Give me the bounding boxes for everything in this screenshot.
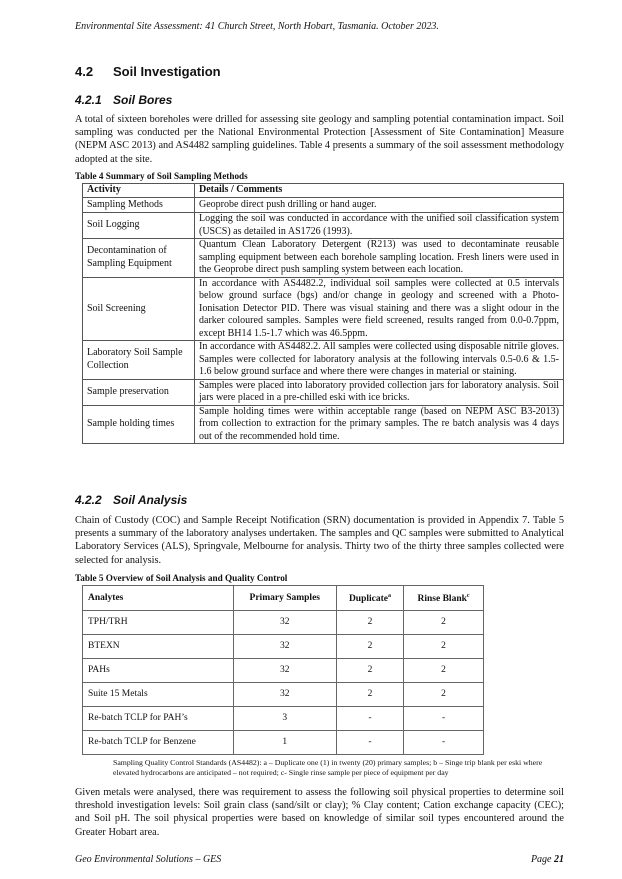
column-header: Details / Comments xyxy=(195,184,564,198)
details-cell: Logging the soil was conducted in accordance with the unified soil classification system (USCS) as detailed in AS1726 (1993). xyxy=(195,213,564,239)
table-header-row xyxy=(83,184,564,198)
soil-analysis-qc-table xyxy=(82,585,484,755)
rinse-cell: 2 xyxy=(404,659,484,683)
superscript: c xyxy=(466,593,470,600)
activity-cell: Soil Logging xyxy=(83,213,195,239)
rinse-cell: 2 xyxy=(404,611,484,635)
analyte-cell: Re-batch TCLP for Benzene xyxy=(83,731,234,755)
primary-cell: 32 xyxy=(233,659,336,683)
details-cell: Sample holding times were within acceptable range (based on NEPM ASC B3-2013) from collection to extraction for the primary samples. The re batch analysis was 4 days out of the recommended hold time. xyxy=(195,405,564,444)
column-header: Analytes xyxy=(83,586,234,611)
table-row xyxy=(83,379,564,405)
column-header: Activity xyxy=(83,184,195,198)
activity-cell: Soil Screening xyxy=(83,277,195,341)
activity-cell: Sampling Methods xyxy=(83,198,195,213)
page-header: Environmental Site Assessment: 41 Church Street, North Hobart, Tasmania. October 2023. xyxy=(75,21,439,32)
table-row xyxy=(83,213,564,239)
table-row xyxy=(83,405,564,444)
soil-sampling-methods-table xyxy=(82,183,564,444)
footer-company: Geo Environmental Solutions – GES xyxy=(75,854,222,865)
rinse-cell: 2 xyxy=(404,683,484,707)
table4-caption: Table 4 Summary of Soil Sampling Methods xyxy=(75,171,248,181)
duplicate-cell: 2 xyxy=(336,611,403,635)
analyte-cell: Suite 15 Metals xyxy=(83,683,234,707)
details-cell: In accordance with AS4482.2. All samples were collected using disposable nitrile gloves. Samples were collected for laboratory analysis at the following intervals 0.5-0.6 & 1.5-1.6 below ground surface and where there were changes in material or staining. xyxy=(195,341,564,380)
subsection-title: Soil Bores xyxy=(113,93,173,107)
duplicate-cell: 2 xyxy=(336,683,403,707)
column-header-label: Duplicate xyxy=(348,594,388,605)
details-cell: Samples were placed into laboratory provided collection jars for laboratory analysis. Soil jars were placed in a pre-chilled eski with ice bricks. xyxy=(195,379,564,405)
duplicate-cell: - xyxy=(336,707,403,731)
table-row xyxy=(83,659,484,683)
rinse-cell: 2 xyxy=(404,635,484,659)
duplicate-cell: - xyxy=(336,731,403,755)
column-header-label: Rinse Blank xyxy=(417,594,467,605)
table-row xyxy=(83,341,564,380)
analyte-cell: PAHs xyxy=(83,659,234,683)
subsection-heading-soil-bores xyxy=(75,93,172,107)
duplicate-cell: 2 xyxy=(336,659,403,683)
table-row xyxy=(83,635,484,659)
section-heading xyxy=(75,64,221,79)
table5-caption: Table 5 Overview of Soil Analysis and Quality Control xyxy=(75,573,288,583)
table-header-row xyxy=(83,586,484,611)
metals-paragraph: Given metals were analysed, there was requirement to assess the following soil physical properties to determine soil threshold investigation levels: Soil grain class (sand/silt or clay); % Clay content; Cation exchange capacity (CEC); and Soil pH. The soil physical properties were based on knowledge of similar soil types encountered around the Greater Hobart area. xyxy=(75,787,564,838)
details-cell: In accordance with AS4482.2, individual soil samples were collected at 0.5 intervals below ground surface (bgs) and/or change in geology and screened with a Photo-Ionisation Detector PID. There was visual staining and there was a slight odour in the darker coloured samples. Samples were field screened, results ranged from 0.0-0.7ppm, except BH14 1.5-1.7 which was 46.5ppm. xyxy=(195,277,564,341)
page-label: Page xyxy=(530,854,552,865)
subsection-number: 4.2.2 xyxy=(75,493,102,507)
intro-paragraph: A total of sixteen boreholes were drilled for assessing site geology and sampling potential contamination impact. Soil sampling was conducted per the National Environmental Protection [Assessment of Site Contamination] Measure (NEPM ASC 2013) and AS4482 sampling guidelines. Table 4 presents a summary of the soil assessment methodology adopted at the site. xyxy=(75,114,564,165)
superscript: a xyxy=(388,593,391,600)
primary-cell: 32 xyxy=(233,611,336,635)
table5-footnote: Sampling Quality Control Standards (AS4482): a – Duplicate one (1) in twenty (20) primary samples; b – Singe trip blank per eski where elevated hydrocarbons are anticipated – not required; c- Single rinse sample per piece of equipment per day xyxy=(113,758,543,777)
analyte-cell: Re-batch TCLP for PAH’s xyxy=(83,707,234,731)
rinse-cell: - xyxy=(404,731,484,755)
analyte-cell: TPH/TRH xyxy=(83,611,234,635)
subsection-number: 4.2.1 xyxy=(75,93,102,107)
column-header xyxy=(336,586,403,611)
details-cell: Quantum Clean Laboratory Detergent (R213) was used to decontaminate reusable sampling equipment between each borehole sampling location. Fresh liners were used in the Geoprobe direct push sampling system between each location. xyxy=(195,239,564,278)
primary-cell: 32 xyxy=(233,683,336,707)
footer-page xyxy=(531,854,564,865)
primary-cell: 1 xyxy=(233,731,336,755)
primary-cell: 32 xyxy=(233,635,336,659)
subsection-title: Soil Analysis xyxy=(113,493,188,507)
page-number: 21 xyxy=(554,854,564,865)
table-row xyxy=(83,611,484,635)
duplicate-cell: 2 xyxy=(336,635,403,659)
table-row xyxy=(83,198,564,213)
subsection-heading-soil-analysis xyxy=(75,493,187,507)
primary-cell: 3 xyxy=(233,707,336,731)
activity-cell: Sample preservation xyxy=(83,379,195,405)
analysis-paragraph: Chain of Custody (COC) and Sample Receipt Notification (SRN) documentation is provided in Appendix 7. Table 5 presents a summary of the laboratory analyses undertaken. The samples and QC samples were submitted to Analytical Laboratory Services (ALS), Springvale, Melbourne for analysis. Thirty two of the thirty three samples collected were selected for analysis. xyxy=(75,515,564,566)
table-row xyxy=(83,683,484,707)
activity-cell: Laboratory Soil Sample Collection xyxy=(83,341,195,380)
activity-cell: Decontamination of Sampling Equipment xyxy=(83,239,195,278)
table-row xyxy=(83,239,564,278)
table-row xyxy=(83,277,564,341)
section-number: 4.2 xyxy=(75,64,94,79)
activity-cell: Sample holding times xyxy=(83,405,195,444)
table-row xyxy=(83,707,484,731)
analyte-cell: BTEXN xyxy=(83,635,234,659)
column-header: Primary Samples xyxy=(233,586,336,611)
details-cell: Geoprobe direct push drilling or hand auger. xyxy=(195,198,564,213)
section-title: Soil Investigation xyxy=(113,64,221,79)
column-header xyxy=(404,586,484,611)
rinse-cell: - xyxy=(404,707,484,731)
table-row xyxy=(83,731,484,755)
